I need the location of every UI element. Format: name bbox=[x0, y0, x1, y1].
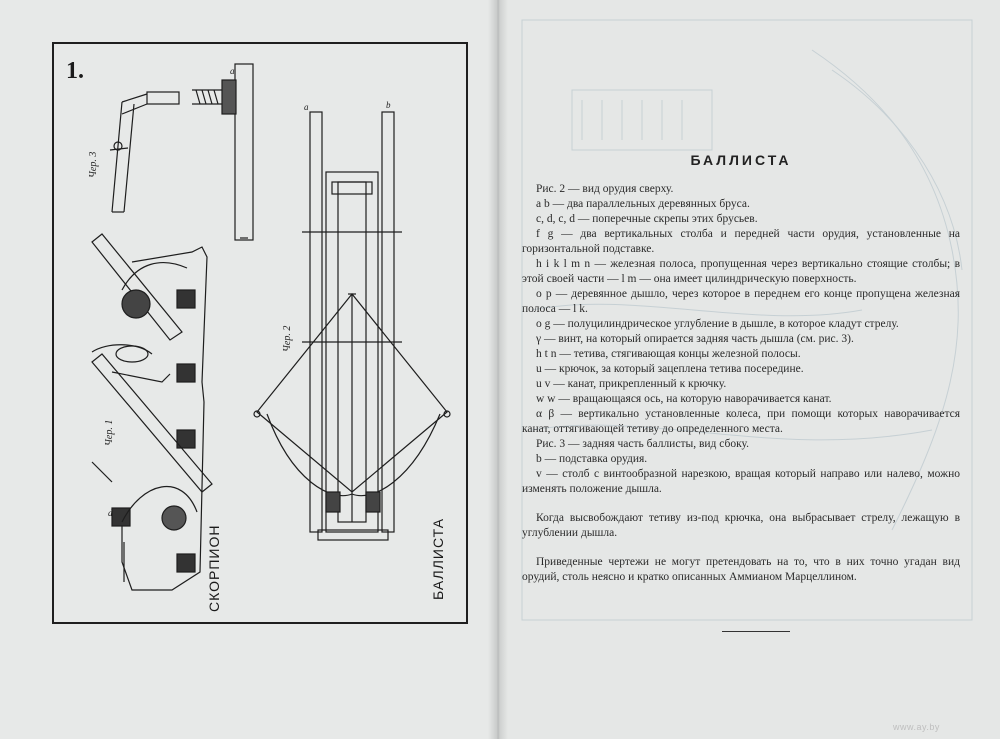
label-d: d bbox=[108, 508, 113, 518]
end-rule bbox=[722, 631, 790, 632]
label-a2: a bbox=[304, 102, 309, 112]
legend-line: u v — канат, прикрепленный к крючку. bbox=[536, 378, 727, 390]
fig1-scorpion-drawing bbox=[92, 234, 212, 590]
closing-paragraph: Приведенные чертежи не могут претендовать на то, что в них точно угадан вид орудий, столь неясно и кратко описанных Аммианом Марцеллином. bbox=[522, 556, 960, 583]
figure-caption-cher3: Чер. 3 bbox=[88, 151, 99, 178]
legend-line: γ — винт, на который опирается задняя часть дышла (см. рис. 3). bbox=[536, 333, 854, 345]
figure-label-scorpion: СКОРПИОН bbox=[206, 524, 222, 612]
figure-label-ballista: БАЛЛИСТА bbox=[430, 517, 446, 600]
legend-line: c, d, c, d — поперечные скрепы этих брусьев. bbox=[536, 213, 758, 225]
figure-caption-cher1: Чер. 1 bbox=[104, 419, 115, 446]
legend-line: o g — полуцилиндрическое углубление в дышле, в которое кладут стрелу. bbox=[536, 318, 899, 330]
book-gutter bbox=[488, 0, 508, 739]
label-a: a bbox=[230, 66, 235, 76]
page-title: БАЛЛИСТА bbox=[690, 152, 792, 168]
label-b: b bbox=[386, 100, 391, 110]
legend-line: u — крючок, за который зацеплена тетива посередине. bbox=[536, 363, 804, 375]
legend-line: b — подставка орудия. bbox=[536, 453, 648, 465]
legend-line: a b — два параллельных деревянных бруса. bbox=[536, 198, 750, 210]
technical-drawings bbox=[52, 42, 468, 624]
legend-line: o p — деревянное дышло, через которое в переднем его конце пропущена железная полоса — l k. bbox=[522, 288, 960, 315]
legend-line: Рис. 2 — вид орудия сверху. bbox=[536, 183, 674, 195]
plate-number: 1. bbox=[66, 58, 84, 84]
legend-line: w w — вращающаяся ось, на которую наворачивается канат. bbox=[536, 393, 832, 405]
watermark: www.ay.by bbox=[893, 722, 940, 732]
legend-line: h t n — тетива, стягивающая концы железной полосы. bbox=[536, 348, 801, 360]
legend-line: f g — два вертикальных столба и передней части орудия, установленные на горизонтальной подставке. bbox=[522, 228, 960, 255]
legend-line: v — столб с винтообразной нарезкою, вращая который направо или налево, можно изменять положение дышла. bbox=[522, 468, 960, 495]
legend-line: h i k l m n — железная полоса, пропущенная через вертикально стоящие столбы; в этой своей части — l m — она имеет цилиндрическую поверхность. bbox=[522, 258, 960, 285]
closing-paragraph: Когда высвобождают тетиву из-под крючка, она выбрасывает стрелу, лежащую в углублении дышла. bbox=[522, 512, 960, 539]
legend-line: α β — вертикально установленные колеса, при помощи которых наворачивается канат, оттягивающей тетиву до определенного места. bbox=[522, 408, 960, 435]
legend-text bbox=[522, 182, 960, 585]
fig3-drawing bbox=[110, 64, 253, 240]
legend-line: Рис. 3 — задняя часть баллисты, вид сбоку. bbox=[536, 438, 749, 450]
figure-caption-cher2: Чер. 2 bbox=[282, 325, 293, 352]
